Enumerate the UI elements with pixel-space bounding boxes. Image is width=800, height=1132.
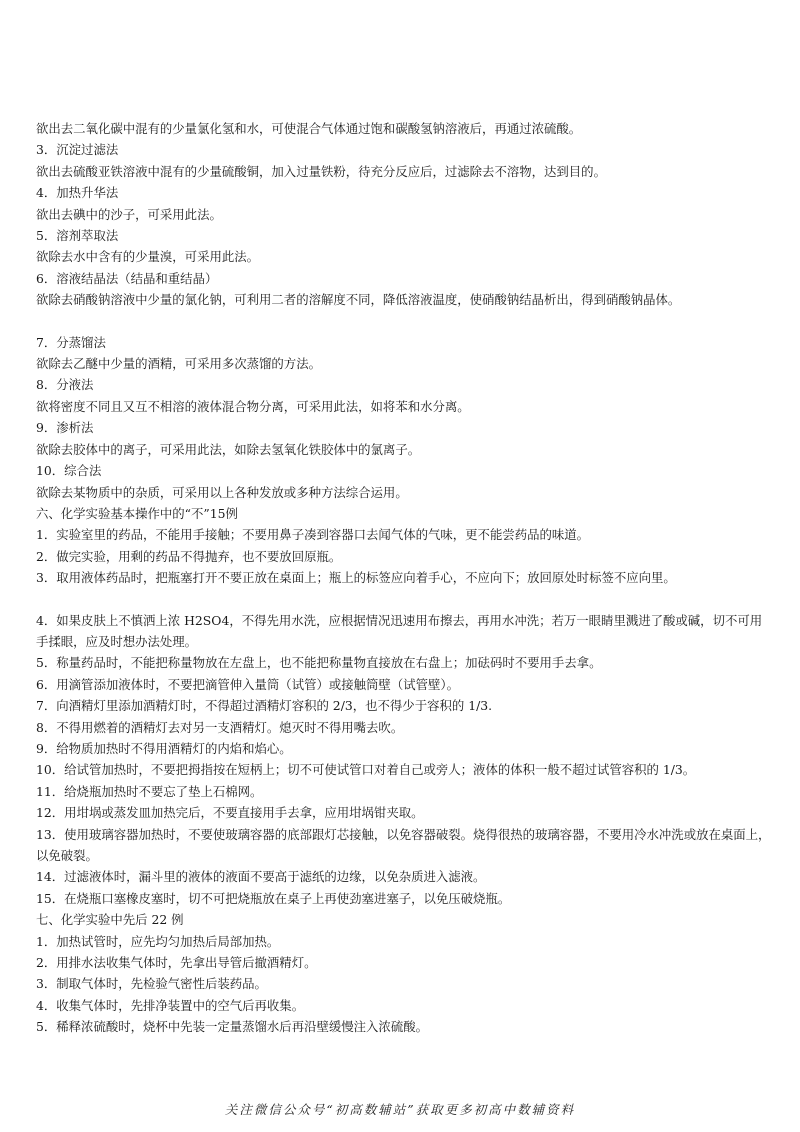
text-line: 欲出去碘中的沙子，可采用此法。 bbox=[36, 206, 222, 222]
text-line: 欲将密度不同且又互不相溶的液体混合物分离，可采用此法，如将苯和水分离。 bbox=[36, 398, 470, 414]
text-line: 6．溶液结晶法（结晶和重结晶） bbox=[36, 270, 218, 286]
text-line: 8．不得用燃着的酒精灯去对另一支酒精灯。熄灭时不得用嘴去吹。 bbox=[36, 719, 404, 735]
text-line: 10．给试管加热时，不要把拇指按在短柄上；切不可使试管口对着自己或旁人；液体的体积一般不超过试管容积的 1/3。 bbox=[36, 762, 696, 778]
text-line: 欲除去胶体中的离子，可采用此法，如除去氢氧化铁胶体中的氯离子。 bbox=[36, 441, 421, 457]
text-line: 2．做完实验，用剩的药品不得抛弃，也不要放回原瓶。 bbox=[36, 548, 342, 564]
text-line: 4．收集气体时，先排净装置中的空气后再收集。 bbox=[36, 997, 305, 1013]
text-line: 欲除去某物质中的杂质，可采用以上各种发放或多种方法综合运用。 bbox=[36, 484, 408, 500]
text-line: 3．制取气体时，先检验气密性后装药品。 bbox=[36, 976, 267, 992]
text-line: 欲除去水中含有的少量溴，可采用此法。 bbox=[36, 249, 260, 265]
text-line: 15．在烧瓶口塞橡皮塞时，切不可把烧瓶放在桌子上再使劲塞进塞子，以免压破烧瓶。 bbox=[36, 890, 511, 906]
text-line: 9．渗析法 bbox=[36, 420, 94, 436]
text-line: 6．用滴管添加液体时，不要把滴管伸入量筒（试管）或接触筒壁（试管壁）。 bbox=[36, 676, 459, 692]
text-line: 12．用坩埚或蒸发皿加热完后，不要直接用手去拿，应用坩埚钳夹取。 bbox=[36, 805, 424, 821]
text-line: 3．取用液体药品时，把瓶塞打开不要正放在桌面上；瓶上的标签应向着手心，不应向下；放回原处时标签不应向里。 bbox=[36, 570, 676, 586]
text-line: 13．使用玻璃容器加热时，不要使玻璃容器的底部跟灯芯接触，以免容器破裂。烧得很热的玻璃容器，不要用冷水冲洗或放在桌面上，以免破裂。 bbox=[36, 826, 771, 863]
section-heading: 七、化学实验中先后 22 例 bbox=[36, 912, 184, 928]
text-line: 4．加热升华法 bbox=[36, 185, 119, 201]
text-line: 9．给物质加热时不得用酒精灯的内焰和焰心。 bbox=[36, 740, 292, 756]
text-line: 欲除去乙醚中少量的酒精，可采用多次蒸馏的方法。 bbox=[36, 356, 321, 372]
text-line: 7．向酒精灯里添加酒精灯时，不得超过酒精灯容积的 2/3，也不得少于容积的 1/3. bbox=[36, 698, 493, 714]
text-line: 5．稀释浓硫酸时，烧杯中先装一定量蒸馏水后再沿壁缓慢注入浓硫酸。 bbox=[36, 1019, 428, 1035]
section-heading: 六、化学实验基本操作中的“不”15例 bbox=[36, 505, 238, 521]
text-line: 1．实验室里的药品，不能用手接触；不要用鼻子凑到容器口去闻气体的气味，更不能尝药品的味道。 bbox=[36, 527, 590, 543]
text-line: 14．过滤液体时，漏斗里的液体的液面不要高于滤纸的边缘，以免杂质进入滤液。 bbox=[36, 869, 486, 885]
text-line: 欲出去二氧化碳中混有的少量氯化氢和水，可使混合气体通过饱和碳酸氢钠溶液后，再通过浓硫酸。 bbox=[36, 121, 582, 136]
text-line: 4．如果皮肤上不慎洒上浓 H2SO4，不得先用水洗，应根据情况迅速用布擦去，再用水冲洗；若万一眼睛里溅进了酸或碱，切不可用手揉眼，应及时想办法处理。 bbox=[36, 612, 763, 649]
text-line: 3．沉淀过滤法 bbox=[36, 142, 119, 158]
text-line: 7．分蒸馏法 bbox=[36, 334, 106, 350]
text-line: 欲除去硝酸钠溶液中少量的氯化钠，可利用二者的溶解度不同，降低溶液温度，使硝酸钠结晶析出，得到硝酸钠晶体。 bbox=[36, 292, 681, 308]
text-line: 5．溶剂萃取法 bbox=[36, 228, 119, 244]
document-body bbox=[36, 118, 771, 1038]
text-line: 10．综合法 bbox=[36, 463, 102, 479]
page-footer: 关注微信公众号“初高数辅站”获取更多初高中数辅资料 bbox=[224, 1102, 576, 1117]
text-line: 2．用排水法收集气体时，先拿出导管后撤酒精灯。 bbox=[36, 955, 317, 971]
text-line: 欲出去硫酸亚铁溶液中混有的少量硫酸铜，加入过量铁粉，待充分反应后，过滤除去不溶物，达到目的。 bbox=[36, 163, 606, 179]
text-line: 11．给烧瓶加热时不要忘了垫上石棉网。 bbox=[36, 783, 263, 799]
text-line: 1．加热试管时，应先均匀加热后局部加热。 bbox=[36, 933, 280, 949]
text-line: 8．分液法 bbox=[36, 377, 94, 393]
text-line: 5．称量药品时，不能把称量物放在左盘上，也不能把称量物直接放在右盘上；加砝码时不要用手去拿。 bbox=[36, 655, 602, 671]
